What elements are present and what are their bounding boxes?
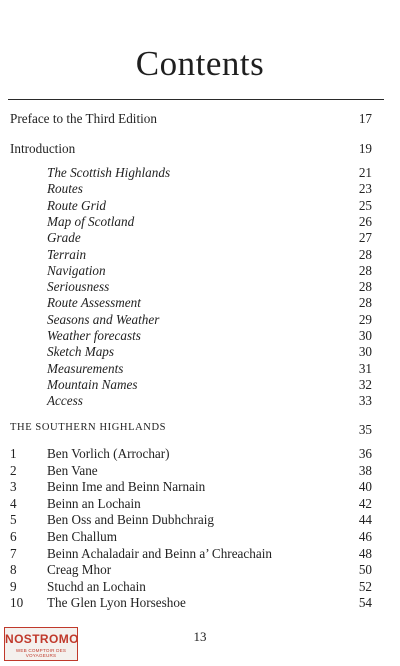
- route-label: Ben Vorlich (Arrochar): [47, 446, 170, 461]
- toc-subentry-label: Access: [47, 393, 83, 409]
- toc-entry-label: Preface to the Third Edition: [10, 111, 157, 126]
- route-label: Creag Mhor: [47, 562, 112, 578]
- toc-subentry-label: Map of Scotland: [47, 213, 135, 229]
- toc-subentry-page: 28: [358, 295, 372, 311]
- toc-subentry-page: 28: [358, 246, 372, 262]
- route-number: 6: [10, 529, 17, 544]
- route-label: Ben Vane: [47, 462, 98, 478]
- toc-subentry-page: 21: [358, 165, 372, 180]
- toc-subentry-page: 26: [358, 213, 372, 229]
- toc-subentry-page: 27: [358, 230, 372, 246]
- toc-entry-page: 19: [358, 141, 372, 156]
- route-number: 5: [10, 512, 17, 528]
- toc-entry-label: Introduction: [10, 141, 76, 156]
- route-label: Stuchd an Lochain: [47, 578, 146, 594]
- route-label: Ben Challum: [47, 529, 117, 544]
- toc-subentry-page: 28: [358, 262, 372, 278]
- toc-subentry-page: 28: [358, 279, 372, 295]
- toc-subentry-page: 30: [358, 344, 372, 360]
- route-label: Ben Oss and Beinn Dubhchraig: [47, 512, 215, 528]
- route-label: The Glen Lyon Horseshoe: [47, 595, 186, 611]
- toc-subentry-label: Seasons and Weather: [47, 311, 160, 327]
- section-heading[interactable]: THE SOUTHERN HIGHLANDS: [10, 422, 167, 433]
- title-rule: [8, 99, 384, 100]
- toc-subentry-label: The Scottish Highlands: [47, 165, 171, 180]
- route-page: 36: [358, 446, 372, 461]
- page-title: Contents: [135, 44, 265, 83]
- route-page: 48: [358, 545, 372, 561]
- toc-subentry-page: 33: [358, 393, 372, 409]
- route-label: Beinn Achaladair and Beinn a’ Chreachain: [47, 545, 272, 561]
- route-page: 50: [358, 562, 372, 578]
- route-label: Beinn an Lochain: [47, 495, 141, 511]
- toc-subentry-label: Routes: [47, 181, 83, 197]
- toc-subentry-page: 23: [358, 181, 372, 197]
- route-number: 2: [10, 462, 17, 478]
- route-number: 1: [10, 446, 17, 461]
- toc-subentry-page: 30: [358, 328, 372, 343]
- toc-entry-page: 17: [358, 111, 372, 126]
- toc-subentry-label: Route Grid: [47, 197, 106, 213]
- route-page: 38: [358, 462, 372, 478]
- route-number: 10: [10, 595, 24, 611]
- route-number: 4: [10, 495, 17, 511]
- toc-subentry-page: 32: [358, 376, 372, 392]
- watermark-logo: [4, 627, 78, 661]
- route-page: 54: [358, 595, 372, 611]
- route-page: 42: [358, 495, 372, 511]
- toc-subentry-label: Route Assessment: [47, 295, 141, 311]
- toc-subentry-label: Sketch Maps: [47, 344, 115, 360]
- toc-subentry-label: Terrain: [47, 246, 87, 262]
- route-page: 52: [358, 578, 372, 594]
- toc-subentry-page: 31: [358, 360, 372, 376]
- toc-subentry-label: Measurements: [47, 360, 124, 376]
- watermark-logo-text: NOSTROMO: [5, 632, 79, 646]
- toc-subentry-label: Weather forecasts: [47, 328, 141, 343]
- route-label: Beinn Ime and Beinn Narnain: [47, 479, 206, 495]
- toc-subentry-page: 25: [358, 197, 372, 213]
- toc-subentry-label: Mountain Names: [47, 376, 138, 392]
- page-number: 13: [193, 629, 207, 644]
- watermark-subtitle: WEB COMPTOIR DES VOYAGEURS: [15, 648, 67, 658]
- route-page: 44: [358, 512, 372, 528]
- route-page: 46: [358, 529, 372, 544]
- route-number: 7: [10, 545, 17, 561]
- toc-subentry-label: Navigation: [47, 262, 106, 278]
- route-page: 40: [358, 479, 372, 495]
- toc-subentry-label: Seriousness: [47, 279, 110, 295]
- toc-subentry-page: 29: [358, 311, 372, 327]
- route-number: 9: [10, 578, 17, 594]
- route-number: 8: [10, 562, 17, 578]
- route-number: 3: [10, 479, 17, 495]
- section-heading-page: 35: [358, 422, 372, 437]
- toc-subentry-label: Grade: [47, 230, 81, 246]
